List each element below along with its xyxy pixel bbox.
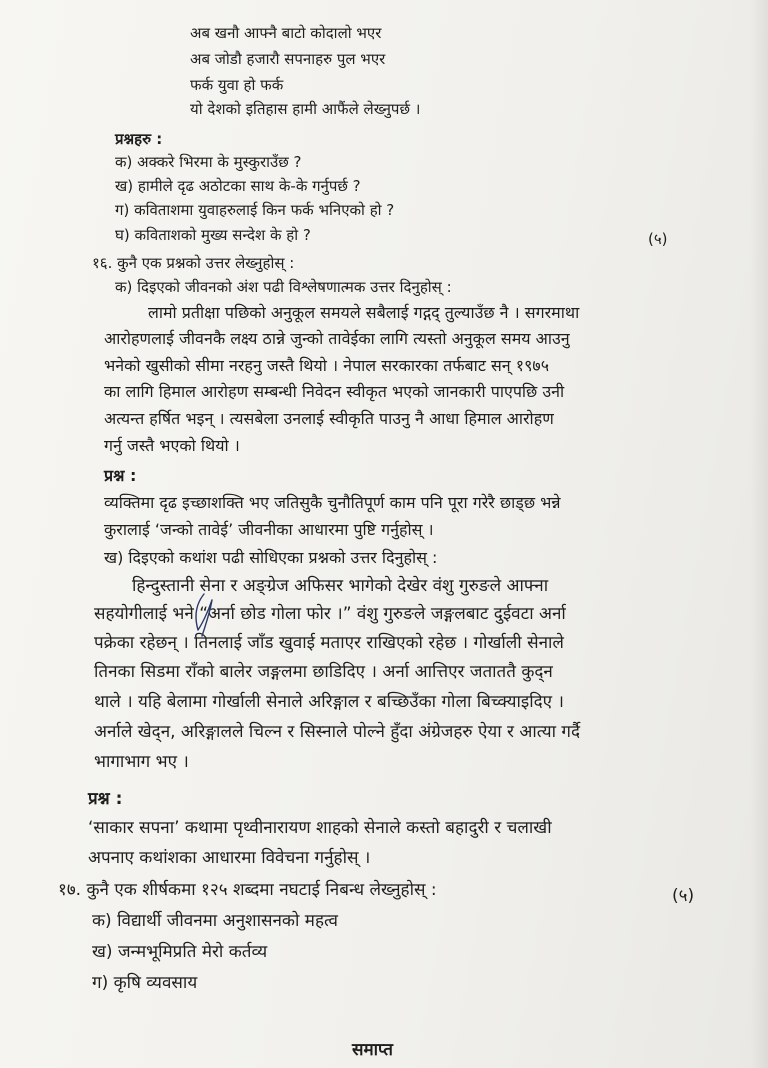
passage-line: गर्नु जस्तै भएको थियो । [104,436,240,455]
story-line: हिन्दुस्तानी सेना र अङ्ग्रेज अफिसर भागेको देखेर वंशु गुरुङले आफ्ना [132,576,549,596]
question-text: अपनाए कथांशका आधारमा विवेचना गर्नुहोस् । [88,848,371,868]
marks-label: (५) [648,230,668,248]
questions-heading: प्रश्नहरु : [115,130,163,148]
story-line: भागाभाग भए । [94,752,189,772]
question-label: प्रश्न : [88,789,123,809]
passage-line: भनेको खुसीको सीमा नरहनु जस्तै थियो । नेपाल सरकारका तर्फबाट सन् १९७५ [104,356,550,375]
end-label: समाप्त [352,1040,393,1060]
question-item: ख) हामीले दृढ अठोटका साथ के-के गर्नुपर्छ ? [115,177,361,195]
pen-scribble [182,590,232,638]
sub-question-b-instruction: ख) दिइएको कथांश पढी सोधिएका प्रश्नको उत्तर दिनुहोस् : [104,548,438,567]
question-text: कुरालाई ‘जन्को तावेई’ जीवनीका आधारमा पुष्टि गर्नुहोस् । [104,520,434,539]
question-17-title: १७. कुनै एक शीर्षकमा १२५ शब्दमा नघटाई निबन्ध लेख्नुहोस् : [58,880,437,900]
story-line: सहयोगीलाई भने “अर्ना छोड गोला फोर ।” वंशु गुरुङले जङ्गलबाट दुईवटा अर्ना [94,604,566,624]
poem-line: फर्क युवा हो फर्क [190,76,284,94]
passage-line: का लागि हिमाल आरोहण सम्बन्धी निवेदन स्वीकृत भएको जानकारी पाएपछि उनी [104,382,565,401]
story-line: पक्रेका रहेछन् । तिनलाई जाँड खुवाई मताएर राखिएको रहेछ । गोर्खाली सेनाले [94,633,564,653]
story-line: थाले । यहि बेलामा गोर्खाली सेनाले अरिङ्गाल र बच्छिउँका गोला बिच्क्याइदिए । [94,692,564,712]
marks-label: (५) [672,886,695,906]
question-16-title: १६. कुनै एक प्रश्नको उत्तर लेख्नुहोस् : [92,254,295,272]
passage-line: अत्यन्त हर्षित भइन् । त्यसबेला उनलाई स्वीकृति पाउनु नै आधा हिमाल आरोहण [104,409,554,428]
essay-topic: ग) कृषि व्यवसाय [92,973,198,993]
poem-line: अब खनौ आफ्नै बाटो कोदालो भएर [190,24,382,42]
question-item: क) अक्करे भिरमा के मुस्कुराउँछ ? [115,153,302,171]
passage-line: आरोहणलाई जीवनकै लक्ष्य ठान्ने जुन्को तावेईका लागि त्यस्तो अनुकूल समय आउनु [104,329,570,348]
page-edge-shadow [750,0,768,1068]
essay-topic: क) विद्यार्थी जीवनमा अनुशासनको महत्व [92,911,338,931]
passage-line: लामो प्रतीक्षा पछिको अनुकूल समयले सबैलाई गद्गद् तुल्याउँछ नै । सगरमाथा [148,303,580,322]
story-line: तिनका सिडमा राँको बालेर जङ्गलमा छाडिदिए । अर्ना आत्तिएर जताततै कुद्न [94,662,553,682]
sub-question-a-instruction: क) दिइएको जीवनको अंश पढी विश्लेषणात्मक उत्तर दिनुहोस् : [115,278,452,296]
question-item: घ) कविताशको मुख्य सन्देश के हो ? [115,226,311,244]
question-text: ‘साकार सपना’ कथामा पृथ्वीनारायण शाहको सेनाले कस्तो बहादुरी र चलाखी [88,818,552,838]
story-line: अर्नाले खेद्न, अरिङ्गालले चिल्न र सिस्नाले पोल्ने हुँदा अंग्रेजहरु ऐया र आत्या गर्दै [94,722,580,742]
question-item: ग) कविताशमा युवाहरुलाई किन फर्क भनिएको हो ? [115,201,395,219]
question-label: प्रश्न : [104,466,137,485]
essay-topic: ख) जन्मभूमिप्रति मेरो कर्तव्य [92,942,268,962]
poem-line: यो देशको इतिहास हामी आफैंले लेख्नुपर्छ । [190,100,421,118]
question-text: व्यक्तिमा दृढ इच्छाशक्ति भए जतिसुकै चुनौतिपूर्ण काम पनि पूरा गरेरै छाड्छ भन्ने [104,493,561,512]
poem-line: अब जोडौ हजारौ सपनाहरु पुल भएर [190,50,386,68]
